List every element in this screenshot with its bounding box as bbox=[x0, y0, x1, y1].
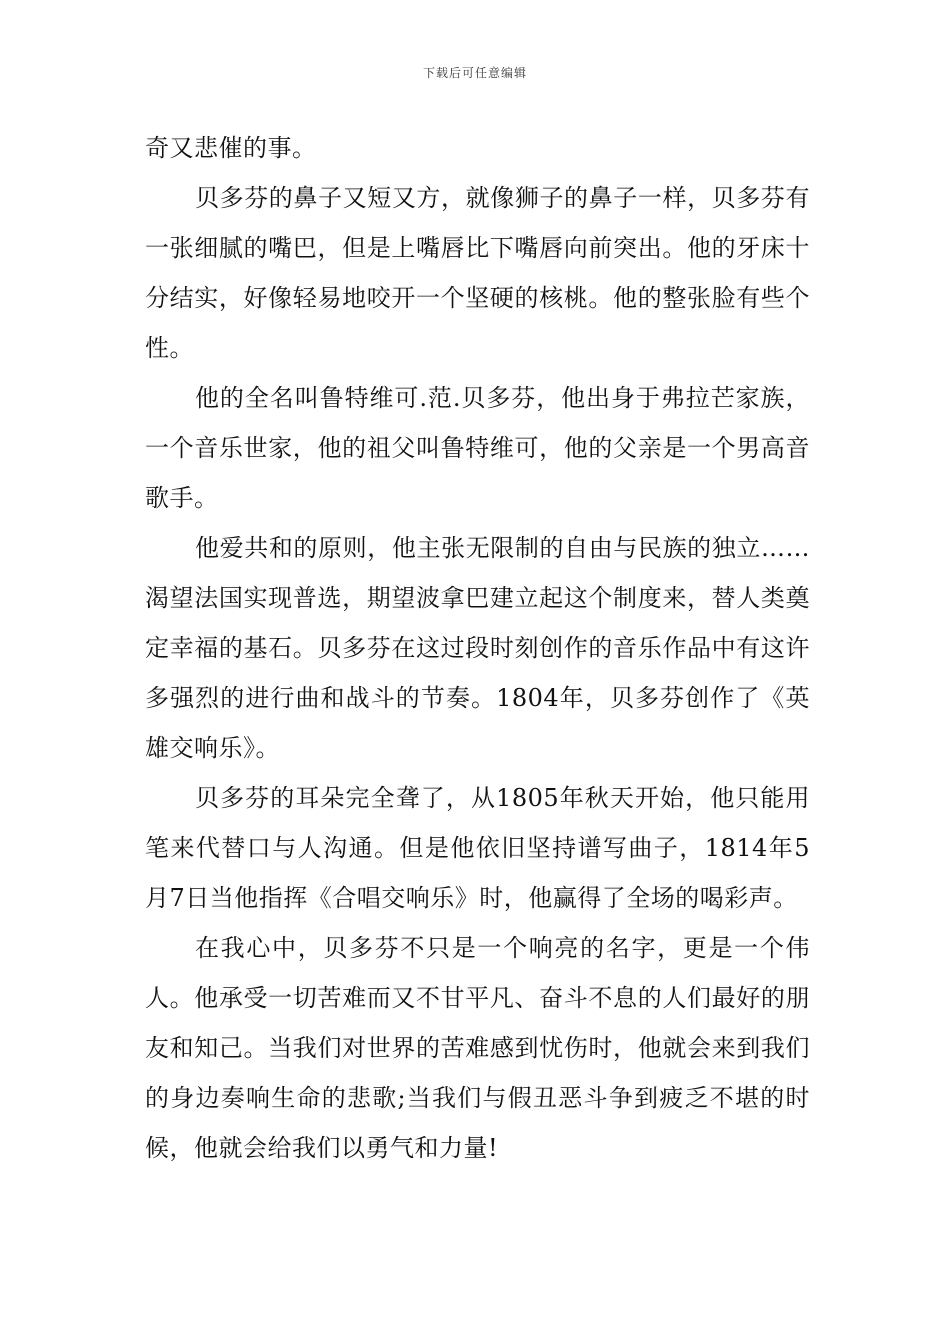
document-body bbox=[145, 123, 810, 1173]
paragraph-3: 他的全名叫鲁特维可.范.贝多芬，他出身于弗拉芒家族，一个音乐世家，他的祖父叫鲁特维可，他的父亲是一个男高音歌手。 bbox=[145, 384, 810, 512]
paragraph-2: 贝多芬的鼻子又短又方，就像狮子的鼻子一样，贝多芬有一张细腻的嘴巴，但是上嘴唇比下嘴唇向前突出。他的牙床十分结实，好像轻易地咬开一个坚硬的核桃。他的整张脸有些个性。 bbox=[145, 184, 810, 362]
paragraph-4: 他爱共和的原则，他主张无限制的自由与民族的独立……渴望法国实现普选，期望波拿巴建立起这个制度来，替人类奠定幸福的基石。贝多芬在这过段时刻创作的音乐作品中有这许多强烈的进行曲和战斗的节奏。1804年，贝多芬创作了《英雄交响乐》。 bbox=[145, 534, 810, 762]
paragraph-6: 在我心中，贝多芬不只是一个响亮的名字，更是一个伟人。他承受一切苦难而又不甘平凡、奋斗不息的人们最好的朋友和知己。当我们对世界的苦难感到忧伤时，他就会来到我们的身边奏响生命的悲歌;当我们与假丑恶斗争到疲乏不堪的时候，他就会给我们以勇气和力量! bbox=[145, 934, 810, 1162]
header-note: 下载后可任意编辑 bbox=[422, 66, 527, 80]
paragraph-1: 奇又悲催的事。 bbox=[145, 134, 317, 162]
paragraph-5: 贝多芬的耳朵完全聋了，从1805年秋天开始，他只能用笔来代替口与人沟通。但是他依旧坚持谱写曲子，1814年5月7日当他指挥《合唱交响乐》时，他赢得了全场的喝彩声。 bbox=[145, 784, 810, 912]
